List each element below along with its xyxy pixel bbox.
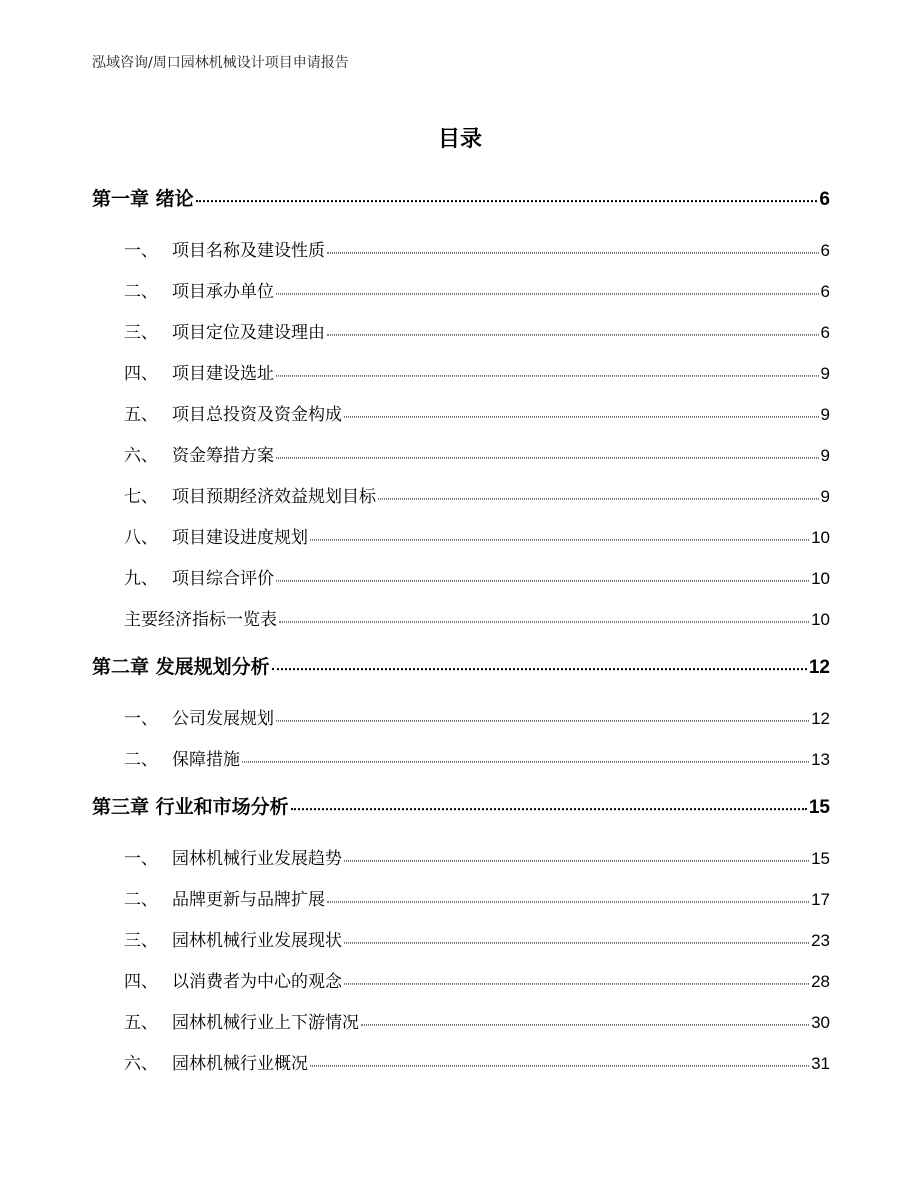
toc-leader-dots [378, 489, 819, 499]
toc-section-title: 项目承办单位 [172, 282, 274, 302]
toc-page-number: 9 [820, 487, 830, 506]
toc-section-number: 九、 [124, 569, 158, 589]
toc-section-title: 园林机械行业概况 [172, 1054, 308, 1074]
toc-leader-dots [272, 658, 807, 670]
toc-leader-dots [276, 284, 819, 294]
toc-section-title: 公司发展规划 [172, 709, 274, 729]
toc-leader-dots [276, 448, 819, 458]
toc-section-number: 一、 [124, 709, 158, 729]
toc-section[interactable] [92, 271, 830, 312]
toc-page-number: 9 [820, 446, 830, 465]
toc-section-title: 保障措施 [172, 750, 240, 770]
toc-leader-dots [276, 711, 809, 721]
toc-section-title: 资金筹措方案 [172, 446, 274, 466]
toc-leader-dots [276, 366, 819, 376]
toc-section-title: 项目定位及建设理由 [172, 323, 325, 343]
toc-section-number: 二、 [124, 282, 158, 302]
toc-section-number: 五、 [124, 1013, 158, 1033]
toc-page-number: 17 [811, 890, 830, 909]
toc-section-title: 园林机械行业发展趋势 [172, 849, 342, 869]
toc-page-number: 10 [811, 610, 830, 629]
toc-section[interactable] [92, 476, 830, 517]
toc-page-number: 10 [811, 528, 830, 547]
toc-leader-dots [279, 612, 809, 622]
toc-section[interactable] [92, 230, 830, 271]
toc-page-number: 6 [820, 282, 830, 301]
toc-leader-dots [327, 243, 819, 253]
toc-section-number: 三、 [124, 323, 158, 343]
toc-section[interactable] [92, 517, 830, 558]
toc-page-number: 9 [820, 364, 830, 383]
toc-page-number: 15 [811, 849, 830, 868]
toc-section-title: 项目建设选址 [172, 364, 274, 384]
toc-chapter[interactable] [92, 180, 830, 218]
toc-leader-dots [344, 974, 809, 984]
toc-section-title: 项目建设进度规划 [172, 528, 308, 548]
toc-section-number: 七、 [124, 487, 158, 507]
toc-chapter-title: 第二章 发展规划分析 [92, 656, 270, 678]
page-title: 目录 [437, 127, 482, 152]
toc-page-number: 6 [820, 241, 830, 260]
toc-section[interactable] [92, 1002, 830, 1043]
toc-section-number: 三、 [124, 931, 158, 951]
toc-section-number: 八、 [124, 528, 158, 548]
toc-section-number: 二、 [124, 890, 158, 910]
toc-section[interactable] [92, 353, 830, 394]
toc-section-title: 园林机械行业上下游情况 [172, 1013, 359, 1033]
toc-leader-dots [344, 407, 819, 417]
toc-chapter[interactable] [92, 648, 830, 686]
toc-section[interactable] [92, 394, 830, 435]
running-header: 泓域咨询/周口园林机械设计项目申请报告 [92, 55, 349, 71]
toc-section-number: 六、 [124, 1054, 158, 1074]
toc-section-number: 四、 [124, 364, 158, 384]
toc-section[interactable] [92, 920, 830, 961]
toc-leader-dots [327, 892, 809, 902]
toc-page-number: 12 [808, 657, 830, 678]
toc-section-number: 六、 [124, 446, 158, 466]
toc-page-number: 6 [819, 189, 830, 210]
toc-leader-dots [310, 530, 809, 540]
toc-chapter[interactable] [92, 788, 830, 826]
toc-section-number: 四、 [124, 972, 158, 992]
toc-chapter-title: 第三章 行业和市场分析 [92, 796, 289, 818]
toc-section-title: 项目总投资及资金构成 [172, 405, 342, 425]
toc-leader-dots [276, 571, 809, 581]
toc-leader-dots [310, 1056, 809, 1066]
toc-page-number: 23 [811, 931, 830, 950]
toc-section[interactable] [92, 312, 830, 353]
toc-page-number: 15 [808, 797, 830, 818]
toc-page-number: 12 [811, 709, 830, 728]
toc-section[interactable] [92, 739, 830, 780]
toc-section-title: 主要经济指标一览表 [124, 610, 277, 630]
toc-page-number: 9 [820, 405, 830, 424]
toc-section[interactable] [92, 558, 830, 599]
toc-section-number: 五、 [124, 405, 158, 425]
toc-section-title: 园林机械行业发展现状 [172, 931, 342, 951]
toc-section-title: 项目综合评价 [172, 569, 274, 589]
toc-section[interactable] [92, 698, 830, 739]
table-of-contents [92, 180, 830, 1084]
toc-leader-dots [327, 325, 819, 335]
toc-section[interactable] [92, 599, 830, 640]
toc-section-number: 二、 [124, 750, 158, 770]
toc-section-title: 项目名称及建设性质 [172, 241, 325, 261]
toc-section-title: 项目预期经济效益规划目标 [172, 487, 376, 507]
toc-page-number: 30 [811, 1013, 830, 1032]
toc-section[interactable] [92, 1043, 830, 1084]
toc-section-title: 以消费者为中心的观念 [172, 972, 342, 992]
toc-leader-dots [242, 752, 809, 762]
toc-leader-dots [344, 851, 809, 861]
toc-section-title: 品牌更新与品牌扩展 [172, 890, 325, 910]
toc-leader-dots [344, 933, 809, 943]
toc-section[interactable] [92, 879, 830, 920]
toc-section-number: 一、 [124, 849, 158, 869]
toc-chapter-title: 第一章 绪论 [92, 188, 194, 210]
toc-page-number: 28 [811, 972, 830, 991]
toc-section-number: 一、 [124, 241, 158, 261]
toc-page-number: 13 [811, 750, 830, 769]
toc-leader-dots [361, 1015, 809, 1025]
toc-section[interactable] [92, 961, 830, 1002]
toc-leader-dots [291, 798, 807, 810]
toc-section[interactable] [92, 838, 830, 879]
toc-page-number: 6 [820, 323, 830, 342]
toc-page-number: 10 [811, 569, 830, 588]
toc-page-number: 31 [811, 1054, 830, 1073]
toc-section[interactable] [92, 435, 830, 476]
toc-leader-dots [196, 190, 818, 202]
